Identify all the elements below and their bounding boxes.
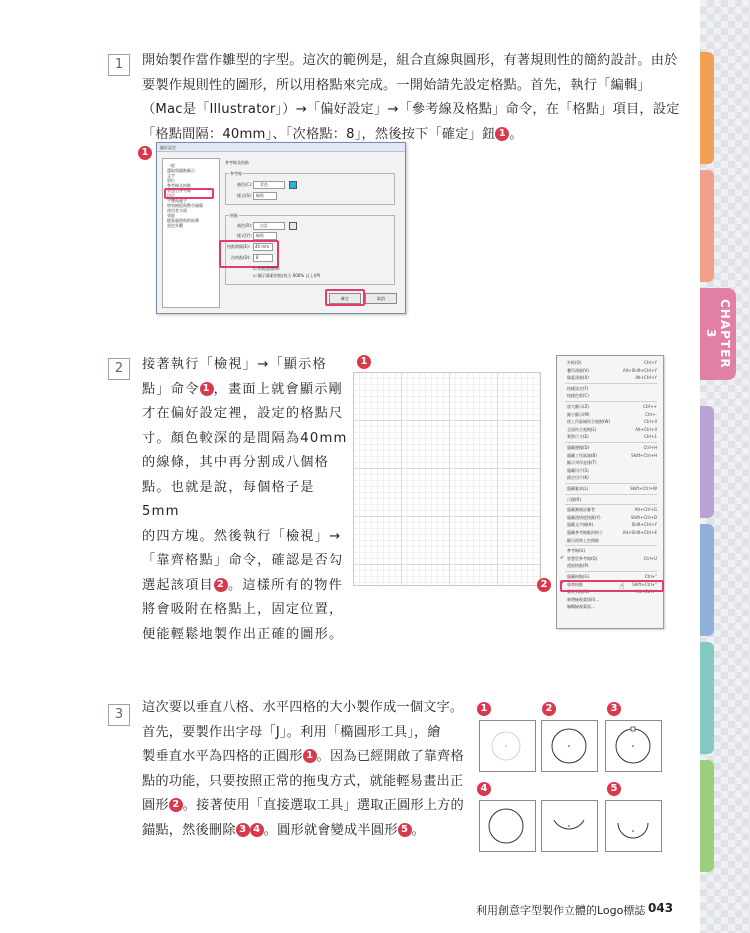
menu-item-shortcut: Ctrl+0 (643, 419, 657, 425)
step-3-ref-badge-5: 5 (398, 823, 412, 837)
menu-item-label: 外框(O) (567, 360, 582, 365)
menu-item-shortcut: Alt+Ctrl+Y (635, 375, 657, 381)
check-pixel-grid: ☑ 顯示像素格點(放大 600% 以上)(P) (253, 273, 321, 278)
step-2-line: 便能輕鬆地製作出正確的圖形。 (142, 626, 344, 642)
menu-item[interactable] (561, 467, 661, 474)
section-tab-orange (700, 52, 714, 164)
menu-item-label: 隱藏邊緣(D) (567, 445, 590, 450)
figure-3-box-4 (479, 800, 536, 852)
category-item: 智慧型參考線 (167, 188, 191, 193)
menu-item-shortcut: Ctrl+" (644, 574, 657, 579)
cursor-icon: ☝ (619, 582, 625, 592)
step-2-line: 的四方塊。然後執行「檢視」→ (142, 528, 342, 544)
step-2-line: 的線條，其中再分割成八個格 (142, 455, 330, 470)
menu-item-shortcut: Ctrl+1 (643, 434, 657, 440)
figure-3-badge-2: 2 (542, 702, 556, 716)
section-tab-teal (700, 642, 714, 754)
menu-item-label: 隱藏工作區域(B) (567, 452, 597, 458)
dialog-title: 偏好設定 (157, 143, 405, 152)
menu-item[interactable] (561, 506, 661, 513)
menu-separator (565, 571, 657, 572)
step-3-line-text: 。因為已經開啟了靠齊格 (316, 749, 464, 764)
menu-item-label: 顯示即時上色間隙 (567, 537, 599, 543)
menu-item-shortcut: Shift+Ctrl+W (630, 486, 657, 491)
category-item: 選取與錨點顯示 (167, 168, 195, 173)
step-2-ref-badge-1: 1 (200, 382, 214, 396)
step-3-line (142, 745, 467, 770)
category-item: 檔案處理與剪貼簿 (167, 218, 199, 223)
step-1-line: 「格點間隔：40mm」、「次格點：8」，然後按下「確定」鈕 1 。 (142, 126, 523, 142)
menu-item[interactable] (561, 562, 661, 569)
half-circle-drawing (606, 801, 661, 851)
menu-item-shortcut: Alt+Ctrl+" (635, 589, 657, 595)
step-3-line: 這次要以垂直八格、水平四格的大小製作成一個文字。 (142, 700, 464, 715)
preferences-dialog-screenshot (156, 142, 406, 314)
menu-item-shortcut: Ctrl+Y (644, 360, 657, 365)
step-2-line-text: 選起該項目 (142, 577, 214, 593)
menu-item-label: 智慧型參考線(Q) (567, 555, 598, 561)
menu-item[interactable] (561, 374, 661, 381)
menu-item-shortcut: Shift+Ctrl+" (632, 581, 657, 587)
check-grids-in-back-label: 格點置後(B) (257, 266, 280, 271)
menu-item-label: 編輯檢視畫面... (567, 604, 595, 610)
category-item: 單位 (167, 178, 175, 183)
menu-item[interactable] (561, 485, 661, 492)
menu-item[interactable] (561, 411, 661, 418)
grid-spacing-value: 40 mm (255, 244, 270, 249)
step-3-text (142, 696, 467, 843)
figure-3-box-1 (479, 720, 536, 772)
menu-item-label: 實際尺寸(E) (567, 434, 589, 440)
menu-item[interactable] (561, 537, 661, 544)
menu-item-label: 校樣色彩(C) (567, 393, 589, 399)
menu-item-label: 疊印預視(V) (567, 367, 589, 373)
menu-item[interactable] (561, 444, 661, 451)
section-tab-green (700, 760, 714, 872)
menu-item-label: 使工作區域符合視窗(W) (567, 419, 611, 425)
step-3-number: 3 (108, 704, 130, 726)
guides-style-value: 線狀 (256, 193, 264, 198)
guides-color-value: 青色 (260, 182, 268, 187)
step-1-line-text: 「格點間隔：40mm」、「次格點：8」，然後按下「確定」鈕 (142, 126, 496, 142)
menu-item-label: 放大顯示(Z) (567, 404, 589, 409)
highlight-snap-to-grid (560, 580, 664, 595)
menu-item-label: 靠齊到點(N) (567, 589, 590, 595)
step-1-text (142, 49, 682, 147)
figure-3-badge-5: 5 (607, 782, 621, 796)
category-item: 一般 (167, 163, 175, 168)
category-item: 增效模組與暫存磁碟 (167, 203, 203, 208)
menu-item-shortcut: Shift+Ctrl+Y (631, 522, 657, 528)
menu-item-label: 縮小顯示(M) (567, 411, 590, 417)
menu-item-label: 隱藏格點(G) (567, 574, 590, 579)
step-3-ref-badge-3: 3 (236, 823, 250, 837)
figure-3-badge-4: 4 (477, 782, 491, 796)
figure-2-badge-2: 2 (537, 578, 551, 592)
category-item-selected: 參考線及格點 (167, 183, 191, 188)
category-item: 切片 (167, 193, 175, 198)
step-3-line-text: 錨點，然後刪除 (142, 822, 236, 838)
selected-anchor-circle-drawing (606, 721, 661, 771)
figure-3-box-3 (605, 720, 662, 772)
menu-separator (565, 545, 657, 546)
menu-item-label: 隱藏漸層註解者 (567, 507, 595, 513)
menu-item[interactable] (561, 573, 661, 580)
step-2-line-text: 。這樣所有的物件 (227, 577, 344, 593)
grid-color-value: 自訂 (260, 223, 268, 228)
guides-color-swatch (289, 181, 297, 189)
cancel-button[interactable]: 取消 (365, 293, 397, 304)
checkmark-icon: ✔ (560, 580, 565, 587)
menu-item-shortcut: Shift+Ctrl+D (631, 514, 657, 520)
menu-item-shortcut: Ctrl++ (643, 404, 657, 409)
menu-item[interactable] (561, 367, 661, 374)
section-tab-purple (700, 406, 714, 518)
menu-item-label: 尺標(R) (567, 496, 581, 502)
menu-item[interactable] (561, 514, 661, 521)
menu-item-label: 隱藏透明度格點(Y) (567, 514, 601, 520)
menu-item[interactable] (561, 385, 661, 392)
grid-color-select (253, 222, 285, 230)
category-item: 文字 (167, 173, 175, 178)
menu-separator (565, 504, 657, 505)
menu-item[interactable] (561, 403, 661, 410)
step-2-line: 將會吸附在格點上，固定位置， (142, 602, 344, 617)
step-2-text (142, 353, 352, 647)
menu-item-shortcut: Ctrl+H (643, 445, 657, 450)
menu-item-label: 隱藏文字緒(H) (567, 522, 594, 528)
step-3-line-text: 製垂直水平為四格的正圓形 (142, 749, 303, 764)
menu-item[interactable] (561, 359, 661, 366)
step-2-line (142, 378, 352, 403)
figure-1-badge: 1 (138, 146, 152, 160)
step-3-ref-badge-1: 1 (303, 749, 317, 763)
menu-item[interactable] (561, 392, 661, 399)
menu-item[interactable] (561, 452, 661, 459)
menu-item-shortcut: Alt+Ctrl+G (634, 507, 657, 513)
figure-3-box-5 (541, 800, 598, 852)
step-2-line-text: ，畫面上就會顯示剛 (213, 381, 344, 397)
menu-item[interactable] (561, 496, 661, 503)
grid-color-swatch (289, 222, 297, 230)
menu-item-shortcut: Alt+Ctrl+0 (635, 426, 657, 432)
menu-item[interactable] (561, 547, 661, 554)
menu-item[interactable] (561, 596, 661, 603)
menu-item-label: 全部符合視窗(L) (567, 426, 597, 432)
grid-style-label: 樣式(Y): (237, 233, 252, 238)
grid-style-value: 線狀 (256, 233, 264, 238)
step-3-line-text: 。圓形就會變成半圓形 (263, 822, 398, 838)
figure-3-box-2 (541, 720, 598, 772)
menu-item-label: 靠齊格點 (567, 581, 583, 587)
figure-2-badge-1: 1 (357, 355, 371, 369)
menu-item-label: 參考線(U) (567, 548, 586, 554)
figure-3-box-6 (605, 800, 662, 852)
figure-3-badge-1: 1 (477, 702, 491, 716)
menu-item[interactable] (561, 555, 661, 562)
menu-item-shortcut: Shift+Ctrl+H (631, 452, 657, 458)
step-1-line: 要製作規則性的圖形，所以用格點來完成。一開始請先設定格點。首先，執行「編輯」 (142, 77, 651, 93)
menu-item[interactable] (561, 603, 661, 610)
check-grids-in-back: ☑ 格點置後(B) (253, 266, 280, 271)
menu-item-label: 新增檢視畫面(I)... (567, 596, 600, 602)
step-2-number: 2 (108, 358, 130, 380)
artboard-grid-screenshot (353, 372, 541, 586)
highlight-grid-settings (219, 240, 279, 268)
subdivisions-value: 8 (256, 255, 259, 260)
category-item: 使用者介面 (167, 208, 187, 213)
menu-item[interactable] (561, 521, 661, 528)
step-2-line: 「靠齊格點」命令，確認是否勾 (142, 553, 344, 568)
footer-title: 利用創意字型製作立體的Logo標誌 (476, 904, 646, 917)
grid-style-select (253, 232, 277, 240)
step-3-line: 錨點，然後刪除 3 4 。圓形就會變成半圓形 5 。 (142, 822, 425, 838)
step-3-line-text: 。接著使用「直接選取工具」選取正圓形上方的 (182, 798, 464, 813)
step-1-number: 1 (108, 54, 130, 76)
circle-drawing (480, 801, 535, 851)
menu-item[interactable] (561, 529, 661, 536)
step-2-ref-badge-2: 2 (214, 578, 228, 592)
guides-style-label: 樣式(S): (237, 193, 253, 198)
open-arc-drawing (542, 801, 597, 851)
menu-item-label: 透視格點(P) (567, 563, 589, 569)
menu-item-label: 隱藏切片(S) (567, 467, 589, 473)
ok-button[interactable]: 確定 (329, 293, 361, 304)
menu-item-shortcut: Ctrl+- (645, 411, 657, 417)
step-3-line: 點的功能，只要按照正常的拖曳方式，就能輕易畫出正 (142, 773, 464, 789)
figure-3-badge-3: 3 (607, 702, 621, 716)
menu-separator (565, 401, 657, 402)
menu-item[interactable] (561, 433, 661, 440)
step-3-line-text: 圓形 (142, 798, 169, 813)
menu-item-label: 像素預視(X) (567, 375, 589, 381)
step-3-ref-badge-2: 2 (169, 798, 183, 812)
step-2-line: 點。也就是說，每個格子是5mm (142, 479, 315, 519)
step-3-line (142, 794, 467, 819)
menu-item[interactable] (561, 426, 661, 433)
step-2-line: 接著執行「檢視」→「顯示格 (142, 357, 327, 372)
step-1-line: （Mac是「Illustrator」）→「偏好設定」→「參考線及格點」命令，在「格點」項目，設定 (142, 102, 680, 117)
page-number: 043 (648, 901, 674, 915)
grid-label: 格點 (230, 213, 238, 218)
subdivisions-label: 次格點(D): (231, 255, 251, 260)
preferences-category-list (162, 158, 220, 308)
step-2-line-text: 點」命令 (142, 381, 200, 397)
highlight-category (164, 188, 214, 199)
full-circle-drawing (542, 721, 597, 771)
step-1-line: 開始製作當作雛型的字型。這次的範例是，組合直線與圓形，有著規則性的簡約設計。由於 (142, 53, 678, 68)
menu-item-shortcut: Alt+Shift+Ctrl+E (622, 530, 657, 535)
step-2-line: 才在偏好設定裡，設定的格點尺 (142, 406, 344, 421)
menu-item-shortcut: Alt+Shift+Ctrl+Y (622, 367, 657, 373)
menu-item-shortcut: Ctrl+U (643, 555, 657, 561)
view-menu-screenshot (556, 355, 664, 629)
menu-item-label: 鎖定切片(K) (567, 475, 589, 481)
menu-item-label: 隱藏參考線點的格子 (567, 530, 603, 535)
menu-item-label: 隱藏範本(L) (567, 486, 589, 491)
category-item: 黑色外觀 (167, 223, 183, 228)
menu-separator (565, 494, 657, 495)
section-header: 參考線及格點 (225, 160, 249, 165)
grid-spacing-label: 格點間隔(E): (227, 244, 250, 249)
step-2-line (142, 574, 352, 599)
menu-item[interactable] (561, 418, 661, 425)
guides-color-select (253, 181, 285, 189)
section-tab-blue (700, 524, 714, 636)
menu-separator (565, 442, 657, 443)
menu-separator (565, 483, 657, 484)
check-pixel-grid-label: 顯示像素格點(放大 600% 以上)(P) (257, 273, 321, 278)
step-3-ref-badge-4: 4 (250, 823, 264, 837)
step-2-line: 寸。顏色較深的是間隔為40mm (142, 430, 348, 446)
highlight-ok-button (325, 289, 365, 306)
menu-item[interactable] (561, 474, 661, 481)
category-item: 效能 (167, 213, 175, 218)
chapter-tab-label: CHAPTER 3 (704, 299, 732, 369)
guides-label: 參考線 (230, 171, 242, 176)
faint-circle-drawing (480, 721, 535, 771)
step-1-ref-badge: 1 (495, 127, 509, 141)
step-3-line: 首先，要製作出字母「J」。利用「橢圓形工具」，繪 (142, 724, 441, 740)
menu-item-label: 顯示列印並排(T) (567, 460, 597, 466)
guides-group (225, 173, 395, 205)
menu-item[interactable] (561, 459, 661, 466)
guides-color-label: 顏色(C): (237, 182, 253, 187)
grid-color-label: 顏色(R): (237, 223, 253, 228)
menu-separator (565, 383, 657, 384)
checkmark-icon: ✔ (560, 554, 565, 561)
menu-item-label: 校樣設定(F) (567, 385, 589, 391)
section-tab-salmon (700, 170, 714, 282)
category-item: 字體與連字 (167, 198, 187, 203)
guides-style-select (253, 192, 277, 200)
